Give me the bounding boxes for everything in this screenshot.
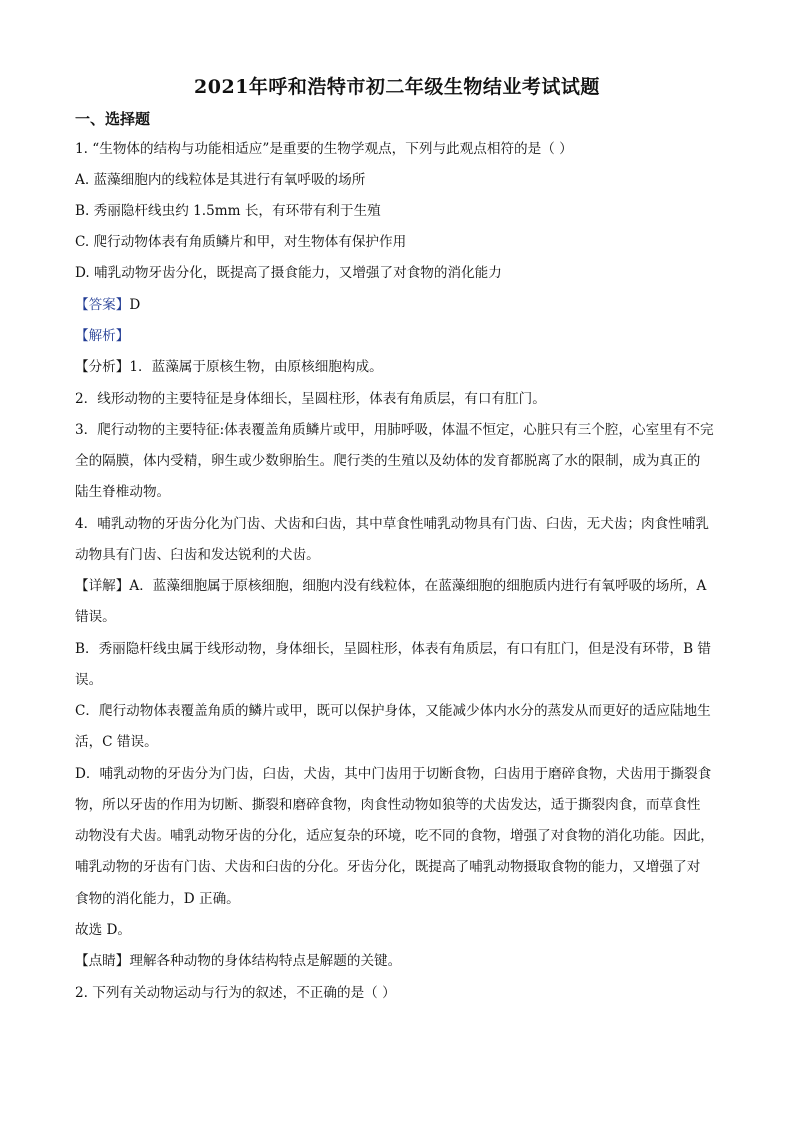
analysis-point-4a: 4．哺乳动物的牙齿分化为门齿、犬齿和臼齿，其中草食性哺乳动物具有门齿、臼齿，无犬齿；肉食性哺乳	[75, 516, 709, 532]
question-1-option-c: C. 爬行动物体表有角质鳞片和甲，对生物体有保护作用	[75, 234, 407, 250]
comment-line	[75, 951, 401, 971]
analysis-point-3c: 陆生脊椎动物。	[75, 484, 171, 500]
analysis-heading: 【解析】	[75, 328, 130, 344]
question-1-option-a: A. 蓝藻细胞内的线粒体是其进行有氧呼吸的场所	[75, 172, 366, 188]
detail-choose: 故选 D。	[75, 922, 132, 938]
detail-c-line-2: 活，C 错误。	[75, 734, 158, 750]
answer-tag: 【答案】	[75, 297, 130, 313]
detail-d-line-1: D．哺乳动物的牙齿分为门齿，臼齿，犬齿，其中门齿用于切断食物，臼齿用于磨碎食物，犬齿用于撕裂食	[75, 766, 712, 782]
detail-tag: 【详解】	[75, 578, 130, 594]
detail-a-line-1	[75, 576, 706, 596]
detail-d-line-4: 哺乳动物的牙齿有门齿、犬齿和臼齿的分化。牙齿分化，既提高了哺乳动物摄取食物的能力，又增强了对	[75, 859, 701, 875]
question-1-stem: 1. “生物体的结构与功能相适应”是重要的生物学观点，下列与此观点相符的是（ ）	[75, 141, 573, 157]
analysis-point-4b: 动物具有门齿、臼齿和发达锐利的犬齿。	[75, 547, 320, 563]
detail-a-text: A．蓝藻细胞属于原核细胞，细胞内没有线粒体，在蓝藻细胞的细胞质内进行有氧呼吸的场所，A	[129, 578, 707, 594]
answer-value: D	[129, 297, 141, 313]
question-1-option-b: B. 秀丽隐杆线虫约 1.5mm 长，有环带有利于生殖	[75, 203, 381, 219]
comment-text: 理解各种动物的身体结构特点是解题的关键。	[129, 953, 402, 969]
section-heading: 一、选择题	[75, 110, 151, 128]
detail-d-line-3: 动物没有犬齿。哺乳动物牙齿的分化，适应复杂的环境，吃不同的食物，增强了对食物的消化功能。因此，	[75, 828, 714, 844]
analysis-point-2: 2．线形动物的主要特征是身体细长，呈圆柱形，体表有角质层，有口有肛门。	[75, 391, 546, 407]
analysis-point-1	[75, 357, 383, 377]
question-2-stem: 2. 下列有关动物运动与行为的叙述，不正确的是（ ）	[75, 985, 396, 1001]
detail-a-line-2: 错误。	[75, 609, 116, 625]
detail-c-line-1: C．爬行动物体表覆盖角质的鳞片或甲，既可以保护身体，又能减少体内水分的蒸发从而更好的适应陆地生	[75, 703, 711, 719]
analysis-tag: 【分析】	[75, 359, 130, 375]
page-title: 2021年呼和浩特市初二年级生物结业考试试题	[194, 76, 600, 98]
analysis-point-3a: 3．爬行动物的主要特征:体表覆盖角质鳞片或甲，用肺呼吸，体温不恒定，心脏只有三个腔，心室里有不完	[75, 422, 714, 438]
detail-d-line-5: 食物的消化能力，D 正确。	[75, 891, 240, 907]
detail-b-line-2: 误。	[75, 672, 103, 688]
answer-line	[75, 295, 140, 315]
detail-b-line-1: B．秀丽隐杆线虫属于线形动物，身体细长，呈圆柱形，体表有角质层，有口有肛门，但是没有环带，B 错	[75, 641, 712, 657]
analysis-point-3b: 全的隔膜，体内受精，卵生或少数卵胎生。爬行类的生殖以及幼体的发育都脱离了水的限制，成为真正的	[75, 453, 701, 469]
detail-d-line-2: 物，所以牙齿的作用为切断、撕裂和磨碎食物，肉食性动物如狼等的犬齿发达，适于撕裂肉食，而草食性	[75, 797, 701, 813]
analysis-text-1: 1．蓝藻属于原核生物，由原核细胞构成。	[129, 359, 383, 375]
question-1-option-d: D. 哺乳动物牙齿分化，既提高了摄食能力，又增强了对食物的消化能力	[75, 265, 502, 281]
comment-tag: 【点睛】	[75, 953, 130, 969]
